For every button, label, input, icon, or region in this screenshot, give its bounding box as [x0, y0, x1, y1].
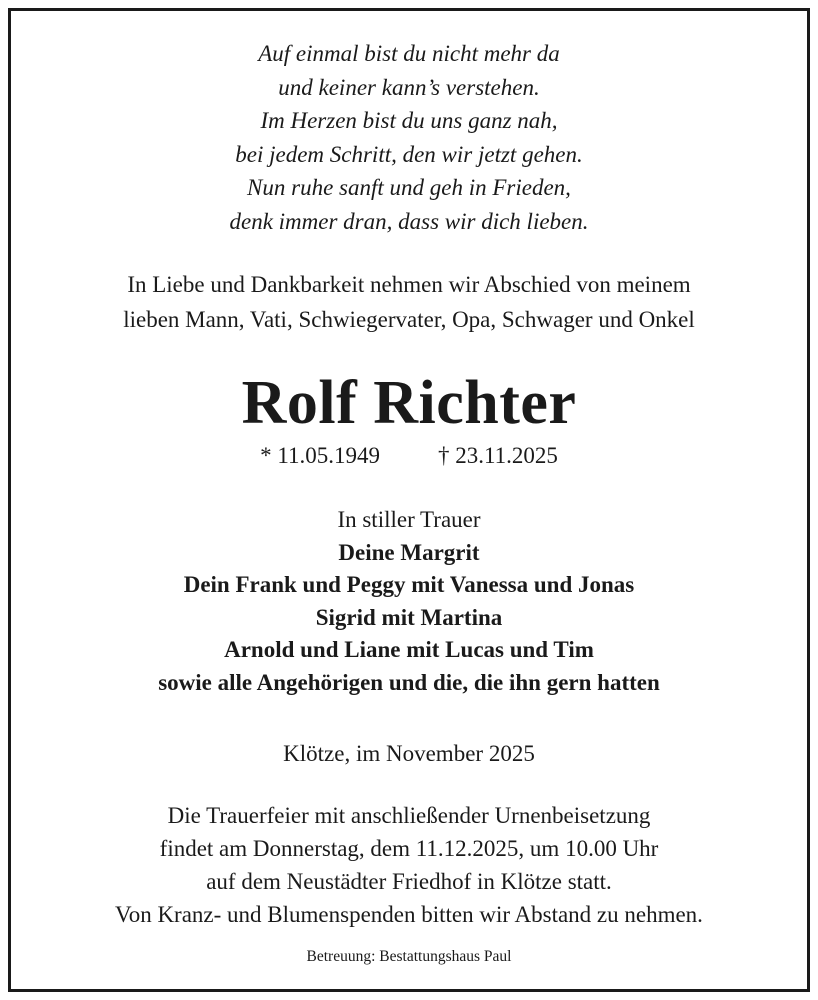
poem-line: und keiner kann’s verstehen. [278, 74, 540, 100]
poem-line: bei jedem Schritt, den wir jetzt gehen. [235, 141, 583, 167]
poem-line: Auf einmal bist du nicht mehr da [258, 41, 560, 66]
mourner-line: sowie alle Angehörigen und die, die ihn gern hatten [158, 669, 660, 695]
intro-line: lieben Mann, Vati, Schwiegervater, Opa, Schwager und Onkel [123, 307, 695, 332]
mourner-line: Dein Frank und Peggy mit Vanessa und Jonas [183, 572, 635, 598]
place-date: Klötze, im November 2025 [283, 741, 535, 766]
poem [11, 37, 807, 238]
funeral-home-credit: Betreuung: Bestattungshaus Paul [306, 948, 512, 965]
funeral-info [11, 799, 807, 931]
funeral-line: Die Trauerfeier mit anschließender Urnenbeisetzung [167, 803, 651, 828]
funeral-line: findet am Donnerstag, dem 11.12.2025, um 10.00 Uhr [159, 836, 659, 861]
poem-line: Im Herzen bist du uns ganz nah, [260, 108, 558, 133]
mourner-line: Sigrid mit Martina [315, 604, 503, 630]
poem-line: denk immer dran, dass wir dich lieben. [229, 208, 589, 234]
mourner-line: Deine Margrit [338, 539, 480, 565]
mourner-line: Arnold und Liane mit Lucas und Tim [224, 637, 594, 663]
intro-line: In Liebe und Dankbarkeit nehmen wir Abschied von meinem [127, 272, 691, 297]
poem-line: Nun ruhe sanft und geh in Frieden, [247, 175, 571, 200]
deceased-name: Rolf Richter [241, 369, 577, 437]
mourning-heading: In stiller Trauer [337, 507, 481, 532]
birth-date: * 11.05.1949 [260, 443, 380, 468]
obituary-frame [8, 8, 810, 992]
mourners [11, 504, 807, 700]
death-date: † 23.11.2025 [438, 443, 558, 468]
life-dates [11, 439, 807, 473]
farewell-intro [11, 267, 807, 337]
funeral-line: Von Kranz- und Blumenspenden bitten wir Abstand zu nehmen. [115, 902, 703, 927]
funeral-line: auf dem Neustädter Friedhof in Klötze statt. [206, 869, 612, 894]
